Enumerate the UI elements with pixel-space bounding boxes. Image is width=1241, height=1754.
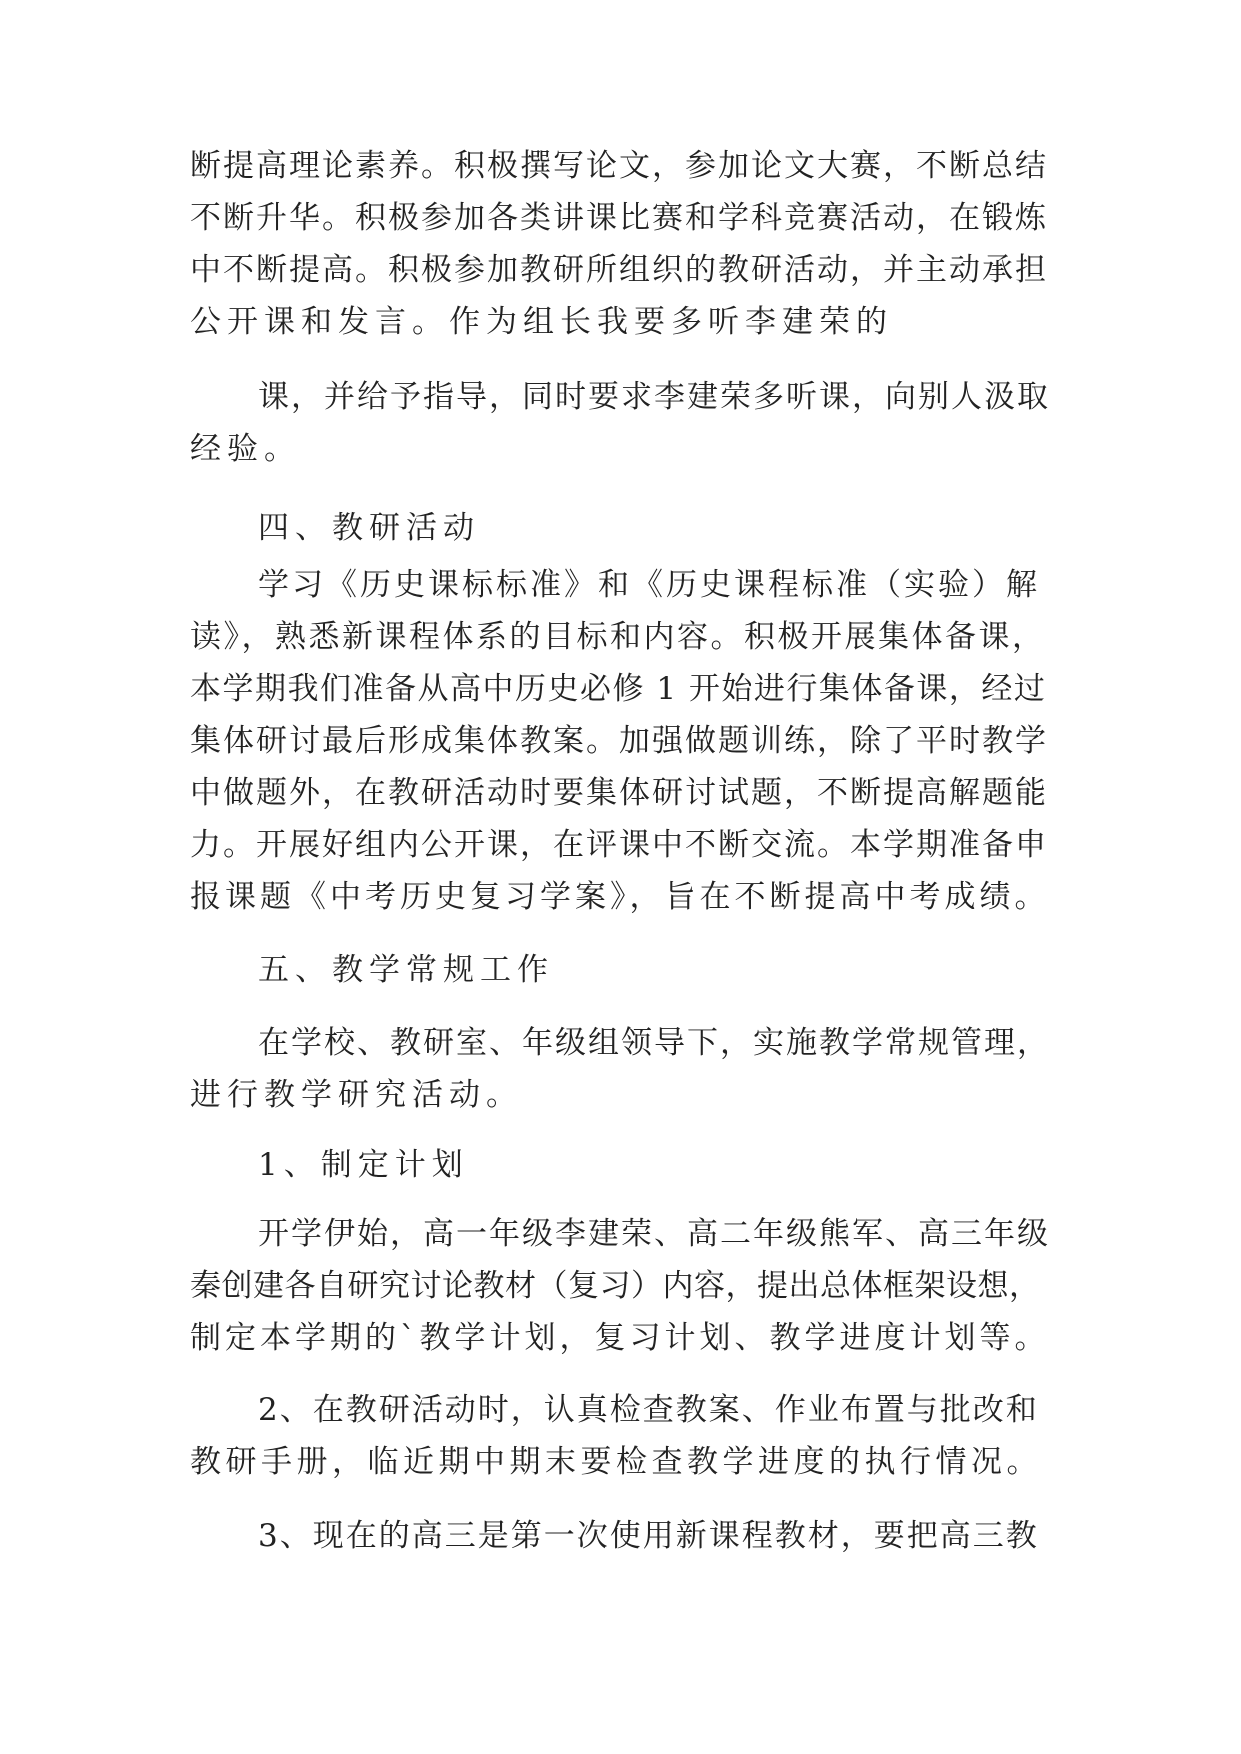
body-text-line: 秦创建各自研究讨论教材（复习）内容，提出总体框架设想， <box>190 1268 1041 1304</box>
body-text-line: 公开课和发言。作为组长我要多听李建荣的 <box>190 304 893 340</box>
body-text-line: 在学校、教研室、年级组领导下，实施教学常规管理， <box>258 1025 1050 1061</box>
body-text-line: 报课题《中考历史复习学案》，旨在不断提高中考成绩。 <box>190 879 1050 915</box>
section-heading: 五、教学常规工作 <box>258 952 554 988</box>
body-text-line: 断提高理论素养。积极撰写论文，参加论文大赛，不断总结 <box>190 148 1048 184</box>
body-text-line: 进行教学研究活动。 <box>190 1077 523 1113</box>
body-text-line: 3、现在的高三是第一次使用新课程教材，要把高三教 <box>258 1518 1039 1554</box>
body-text-line: 中不断提高。积极参加教研所组织的教研活动，并主动承担 <box>190 252 1048 288</box>
section-heading: 四、教研活动 <box>258 510 480 546</box>
body-text-line: 读》，熟悉新课程体系的目标和内容。积极开展集体备课， <box>190 619 1046 655</box>
body-text-line: 学习《历史课标标准》和《历史课程标准（实验）解 <box>258 567 1040 603</box>
body-text-line: 力。开展好组内公开课，在评课中不断交流。本学期准备申 <box>190 827 1048 863</box>
body-text-line: 不断升华。积极参加各类讲课比赛和学科竞赛活动，在锻炼 <box>190 200 1048 236</box>
body-text-line: 中做题外，在教研活动时要集体研讨试题，不断提高解题能 <box>190 775 1048 811</box>
body-text-line: 制定本学期的`教学计划，复习计划、教学进度计划等。 <box>190 1320 1050 1356</box>
body-text-line: 2、在教研活动时，认真检查教案、作业布置与批改和 <box>258 1392 1039 1428</box>
body-text-line: 开学伊始，高一年级李建荣、高二年级熊军、高三年级 <box>258 1216 1050 1252</box>
body-text-line: 经验。 <box>190 431 301 467</box>
subsection-heading: 1、制定计划 <box>258 1147 469 1183</box>
body-text-line: 教研手册，临近期中期末要检查教学进度的执行情况。 <box>190 1444 1042 1480</box>
body-text-line: 本学期我们准备从高中历史必修 1 开始进行集体备课，经过 <box>190 671 1047 707</box>
body-text-line: 集体研讨最后形成集体教案。加强做题训练，除了平时教学 <box>190 723 1048 759</box>
body-text-line: 课，并给予指导，同时要求李建荣多听课，向别人汲取 <box>258 379 1050 415</box>
